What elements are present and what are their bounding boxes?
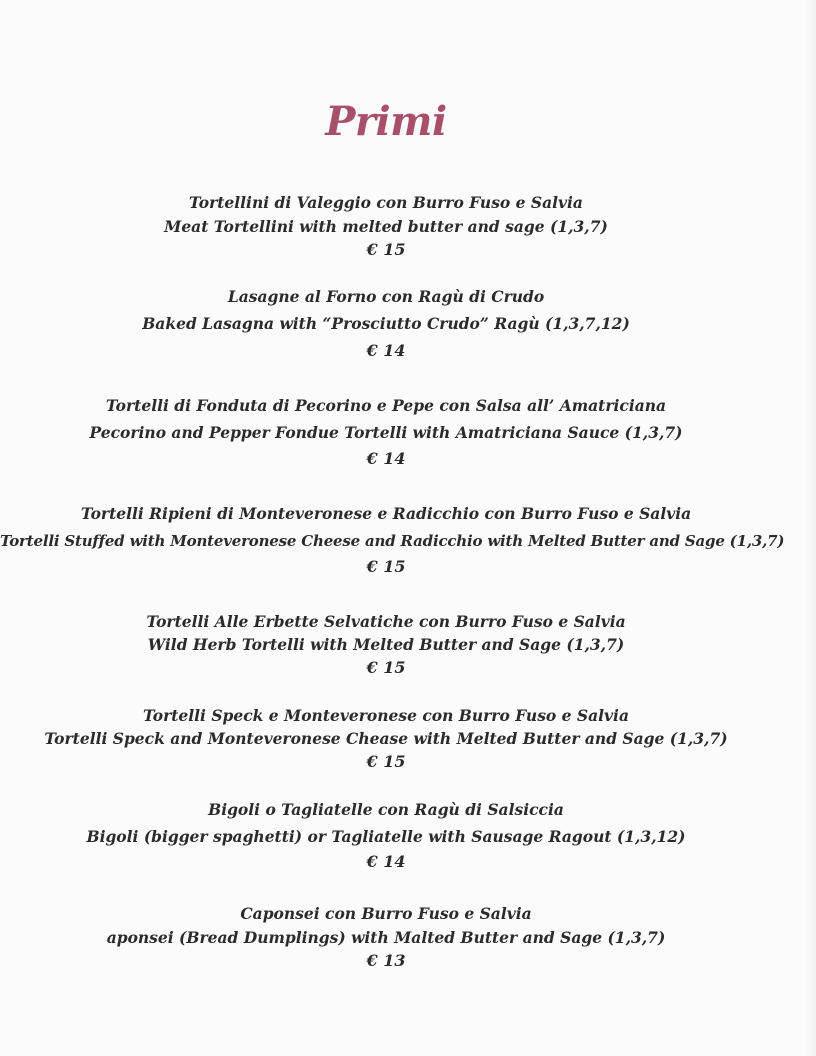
dish-name-italian: Tortelli Ripieni di Monteveronese e Radicchio con Burro Fuso e Salvia bbox=[80, 504, 692, 523]
dish-name-english: Pecorino and Pepper Fondue Tortelli with Amatriciana Sauce (1,3,7) bbox=[89, 423, 683, 442]
dish-price: € 14 bbox=[366, 449, 406, 468]
dish-name-italian: Tortelli di Fonduta di Pecorino e Pepe con Salsa all’ Amatriciana bbox=[105, 396, 667, 415]
dish-name-italian: Tortellini di Valeggio con Burro Fuso e Salvia bbox=[189, 193, 583, 212]
dish-price: € 14 bbox=[366, 341, 406, 360]
page-edge bbox=[804, 0, 816, 1056]
dish-name-english: Wild Herb Tortelli with Melted Butter and Sage (1,3,7) bbox=[147, 635, 625, 654]
dish-name-italian: Caponsei con Burro Fuso e Salvia bbox=[240, 904, 532, 923]
dish-price: € 15 bbox=[366, 240, 406, 259]
dish-price: € 15 bbox=[366, 658, 406, 677]
dish-name-english: Bigoli (bigger spaghetti) or Tagliatelle with Sausage Ragout (1,3,12) bbox=[86, 827, 686, 846]
page-title: Primi bbox=[325, 98, 447, 145]
dish-name-italian: Tortelli Speck e Monteveronese con Burro Fuso e Salvia bbox=[142, 706, 629, 725]
dish-name-english: Meat Tortellini with melted butter and sage (1,3,7) bbox=[164, 217, 608, 236]
dish-name-english: aponsei (Bread Dumplings) with Malted Butter and Sage (1,3,7) bbox=[106, 928, 666, 947]
dish-name-english: Tortelli Stuffed with Monteveronese Cheese and Radicchio with Melted Butter and Sage (1,3,7) bbox=[0, 532, 785, 550]
dish-name-english: Tortelli Speck and Monteveronese Chease with Melted Butter and Sage (1,3,7) bbox=[44, 729, 728, 748]
dish-name-english: Baked Lasagna with “Prosciutto Crudo” Ragù (1,3,7,12) bbox=[142, 314, 630, 333]
dish-price: € 15 bbox=[366, 752, 406, 771]
dish-name-italian: Bigoli o Tagliatelle con Ragù di Salsiccia bbox=[208, 800, 564, 819]
dish-price: € 13 bbox=[366, 951, 406, 970]
dish-price: € 15 bbox=[366, 557, 406, 576]
dish-name-italian: Tortelli Alle Erbette Selvatiche con Burro Fuso e Salvia bbox=[146, 612, 626, 631]
dish-name-italian: Lasagne al Forno con Ragù di Crudo bbox=[227, 287, 545, 306]
dish-price: € 14 bbox=[366, 852, 406, 871]
